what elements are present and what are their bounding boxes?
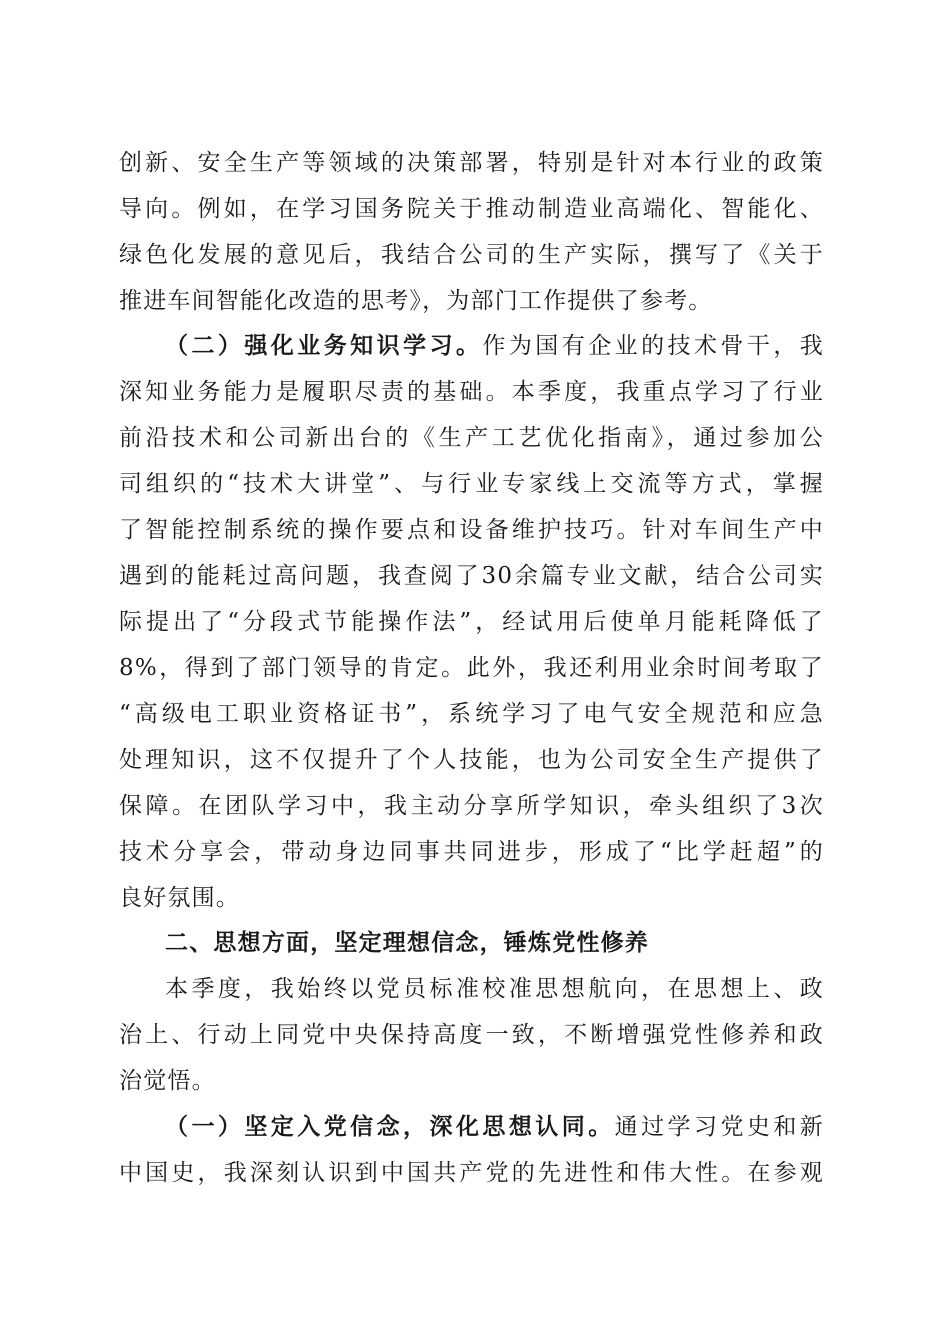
paragraph-1-line-4: 推进车间智能化改造的思考》，为部门工作提供了参考。 xyxy=(119,288,713,314)
paragraph-3-line-2: 治上、行动上同党中央保持高度一致，不断增强党性修养和政 xyxy=(119,1022,824,1048)
paragraph-2-line-6: 遇到的能耗过高问题，我查阅了30余篇专业文献，结合公司实 xyxy=(119,563,824,589)
paragraph-2-line-5: 了智能控制系统的操作要点和设备维护技巧。针对车间生产中 xyxy=(119,517,824,543)
paragraph-2-line-2: 深知业务能力是履职尽责的基础。本季度，我重点学习了行业 xyxy=(119,379,824,405)
paragraph-2-lead: （二）强化业务知识学习。 xyxy=(165,333,483,359)
paragraph-2-line-10: 处理知识，这不仅提升了个人技能，也为公司安全生产提供了 xyxy=(119,747,824,773)
paragraph-3-line-3: 治觉悟。 xyxy=(119,1068,216,1094)
paragraph-2-line-7: 际提出了“分段式节能操作法”，经试用后使单月能耗降低了 xyxy=(119,609,824,635)
paragraph-2-line-8: 8%，得到了部门领导的肯定。此外，我还利用业余时间考取了 xyxy=(119,655,824,681)
paragraph-4-lead: （一）坚定入党信念，深化思想认同。 xyxy=(165,1114,615,1140)
paragraph-4-line-1-text: 通过学习党史和新 xyxy=(614,1114,824,1140)
paragraph-2-line-13: 良好氛围。 xyxy=(119,885,240,911)
paragraph-2-line-12: 技术分享会，带动身边同事共同进步，形成了“比学赶超”的 xyxy=(119,839,824,865)
paragraph-1-line-1: 创新、安全生产等领域的决策部署，特别是针对本行业的政策 xyxy=(119,150,824,176)
paragraph-3-line-1: 本季度，我始终以党员标准校准思想航向，在思想上、政 xyxy=(165,976,824,1002)
paragraph-2-line-4: 司组织的“技术大讲堂”、与行业专家线上交流等方式，掌握 xyxy=(119,471,824,497)
paragraph-4-line-2: 中国史，我深刻认识到中国共产党的先进性和伟大性。在参观 xyxy=(119,1160,824,1186)
paragraph-2-line-1 xyxy=(165,331,824,361)
paragraph-1-line-3: 绿色化发展的意见后，我结合公司的生产实际，撰写了《关于 xyxy=(119,242,824,268)
paragraph-2-line-11: 保障。在团队学习中，我主动分享所学知识，牵头组织了3次 xyxy=(119,793,824,819)
section-heading-2: 二、思想方面，坚定理想信念，锤炼党性修养 xyxy=(165,930,649,956)
paragraph-4-line-1 xyxy=(165,1112,824,1142)
paragraph-2-line-3: 前沿技术和公司新出台的《生产工艺优化指南》，通过参加公 xyxy=(119,425,824,451)
paragraph-2-line-1-text: 作为国有企业的技术骨干，我 xyxy=(482,333,824,359)
paragraph-1-line-2: 导向。例如，在学习国务院关于推动制造业高端化、智能化、 xyxy=(119,196,824,222)
paragraph-2-line-9: “高级电工职业资格证书”，系统学习了电气安全规范和应急 xyxy=(119,701,824,727)
